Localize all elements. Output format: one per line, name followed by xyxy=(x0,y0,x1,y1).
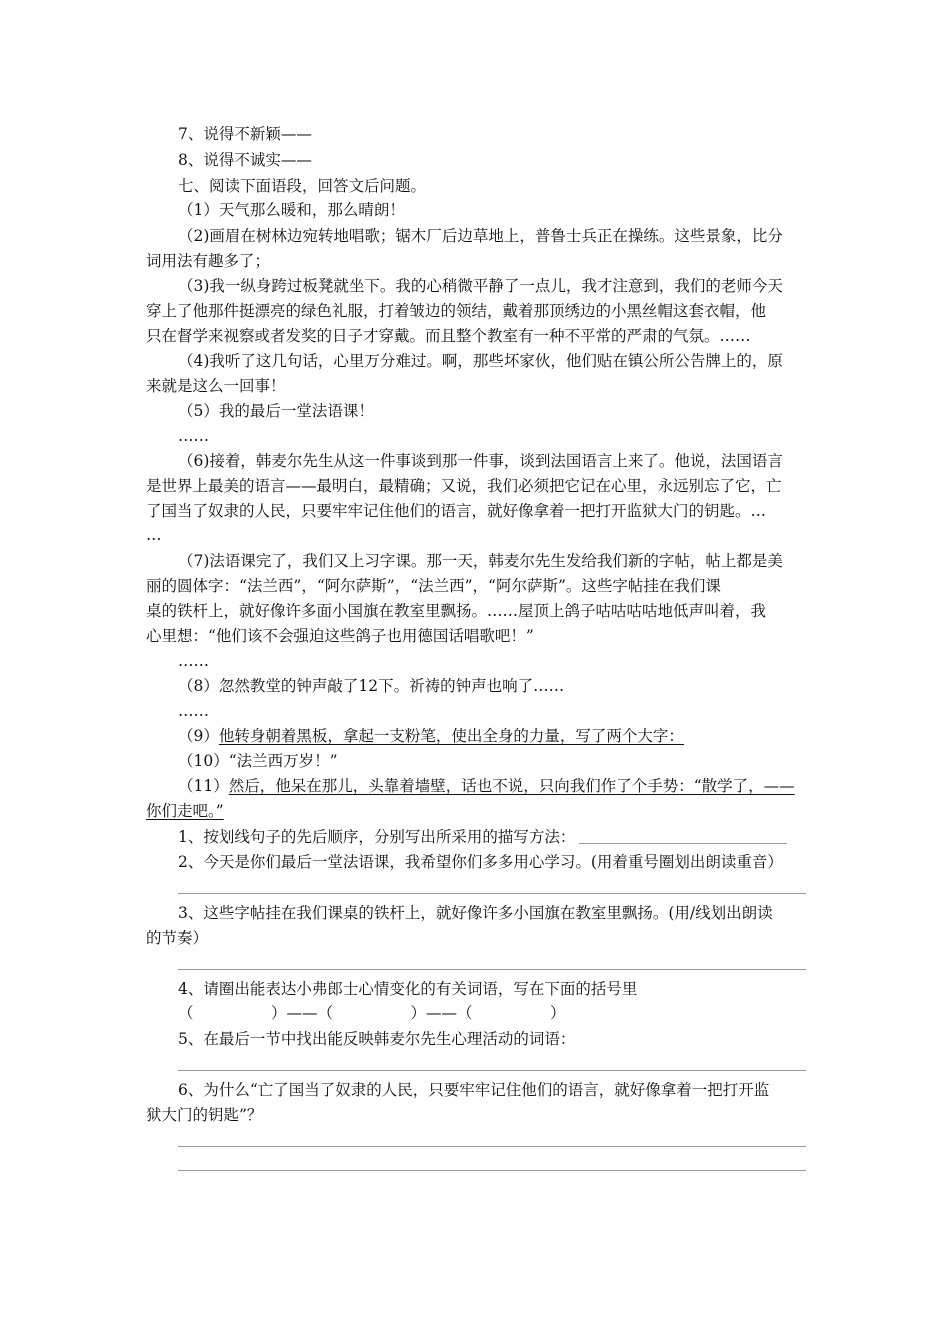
question-4: 4、请圈出能表达小弗郎士心情变化的有关词语，写在下面的括号里 xyxy=(178,980,638,998)
question-3-answer-line[interactable] xyxy=(178,969,806,970)
paragraph-5: （5）我的最后一堂法语课！ xyxy=(178,402,374,420)
question-2-answer-line[interactable] xyxy=(178,893,806,894)
paragraph-3-line-1: （3)我一纵身跨过板凳就坐下。我的心稍微平静了一点儿，我才注意到，我们的老师今天 xyxy=(178,277,783,295)
question-3-line-1: 3、这些字帖挂在我们课桌的铁杆上，就好像许多小国旗在教室里飘扬。(用/线划出朗读 xyxy=(178,904,773,922)
paragraph-2-line-2: 词用法有趣多了； xyxy=(146,252,271,270)
question-2: 2、今天是你们最后一堂法语课，我希望你们多多用心学习。(用着重号圈划出朗读重音） xyxy=(178,853,783,871)
ellipsis-2: …… xyxy=(178,652,209,670)
paragraph-11-underlined-continuation: 你们走吧。” xyxy=(146,802,224,820)
paragraph-7-line-2: 丽的圆体字：“法兰西”，“阿尔萨斯”，“法兰西”，“阿尔萨斯”。这些字帖挂在我们课 xyxy=(146,577,721,595)
paragraph-6-line-3: 了国当了奴隶的人民，只要牢牢记住他们的语言，就好像拿着一把打开监狱大门的钥匙。… xyxy=(146,502,767,520)
paragraph-11-line-2 xyxy=(146,800,224,822)
paragraph-9-label: （9） xyxy=(178,727,219,745)
paragraph-3-line-3: 只在督学来视察或者发奖的日子才穿戴。而且整个教室有一种不平常的严肃的气氛。…… xyxy=(146,327,751,345)
ellipsis-1: …… xyxy=(178,427,209,445)
question-6-answer-line-2[interactable] xyxy=(178,1170,806,1171)
paragraph-7-line-3: 桌的铁杆上，就好像许多面小国旗在教室里飘扬。……屋顶上鸽子咕咕咕咕地低声叫着，我 xyxy=(146,602,767,620)
paragraph-3-line-2: 穿上了他那件挺漂亮的绿色礼服，打着皱边的领结，戴着那顶绣边的小黑丝帽这套衣帽，他 xyxy=(146,302,767,320)
paragraph-6-line-2: 是世界上最美的语言——最明白，最精确；又说，我们必须把它记在心里，永远别忘了它，亡 xyxy=(146,477,782,495)
item-8: 8、说得不诚实—— xyxy=(178,151,312,169)
paragraph-1: （1）天气那么暖和，那么晴朗！ xyxy=(178,201,405,219)
paragraph-7-line-4: 心里想：“他们该不会强迫这些鸽子也用德国话唱歌吧！” xyxy=(146,627,534,645)
question-5-answer-line[interactable] xyxy=(178,1070,806,1071)
question-1-text: 1、按划线句子的先后顺序，分别写出所采用的描写方法： xyxy=(178,828,576,846)
paragraph-6-line-1: （6)接着，韩麦尔先生从这一件事谈到那一件事，谈到法国语言上来了。他说，法国语言 xyxy=(178,452,783,470)
question-5: 5、在最后一节中找出能反映韩麦尔先生心理活动的词语： xyxy=(178,1030,576,1048)
paragraph-6-line-4: … xyxy=(146,526,162,544)
paragraph-7-line-1: （7)法语课完了，我们又上习字课。那一天，韩麦尔先生发给我们新的字帖，帖上都是美 xyxy=(178,552,783,570)
question-1 xyxy=(178,826,787,848)
item-7: 7、说得不新颖—— xyxy=(178,125,312,143)
paragraph-11-underlined-sentence: 然后，他呆在那儿，头靠着墙壁，话也不说，只向我们作了个手势：“散学了，—— xyxy=(228,777,795,795)
paragraph-11-line-1 xyxy=(178,775,795,797)
paragraph-9 xyxy=(178,725,684,747)
question-6-line-2: 狱大门的钥匙”？ xyxy=(146,1106,263,1124)
question-3-line-2: 的节奏） xyxy=(146,929,209,947)
ellipsis-3: …… xyxy=(178,702,209,720)
question-6-line-1: 6、为什么“亡了国当了奴隶的人民，只要牢牢记住他们的语言，就好像拿着一把打开监 xyxy=(178,1081,770,1099)
paragraph-8: （8）忽然教堂的钟声敲了12下。祈祷的钟声也响了…… xyxy=(178,677,565,695)
paragraph-10: （10）“法兰西万岁！” xyxy=(178,752,338,770)
section-heading: 七、阅读下面语段，回答文后问题。 xyxy=(178,177,427,195)
question-1-answer-blank[interactable] xyxy=(579,829,787,844)
paragraph-4-line-1: （4)我听了这几句话，心里万分难过。啊，那些坏家伙，他们贴在镇公所公告牌上的，原 xyxy=(178,352,783,370)
question-4-answer-brackets[interactable]: （ ）——（ ）——（ ） xyxy=(178,1004,566,1022)
paragraph-9-underlined-sentence: 他转身朝着黑板，拿起一支粉笔，使出全身的力量，写了两个大字： xyxy=(218,727,684,745)
paragraph-11-label: （11） xyxy=(178,777,229,795)
paragraph-2-line-1: （2)画眉在树林边宛转地唱歌；锯木厂后边草地上，普鲁士兵正在操练。这些景象，比分 xyxy=(178,227,783,245)
question-6-answer-line-1[interactable] xyxy=(178,1146,806,1147)
paragraph-4-line-2: 来就是这么一回事！ xyxy=(146,377,286,395)
